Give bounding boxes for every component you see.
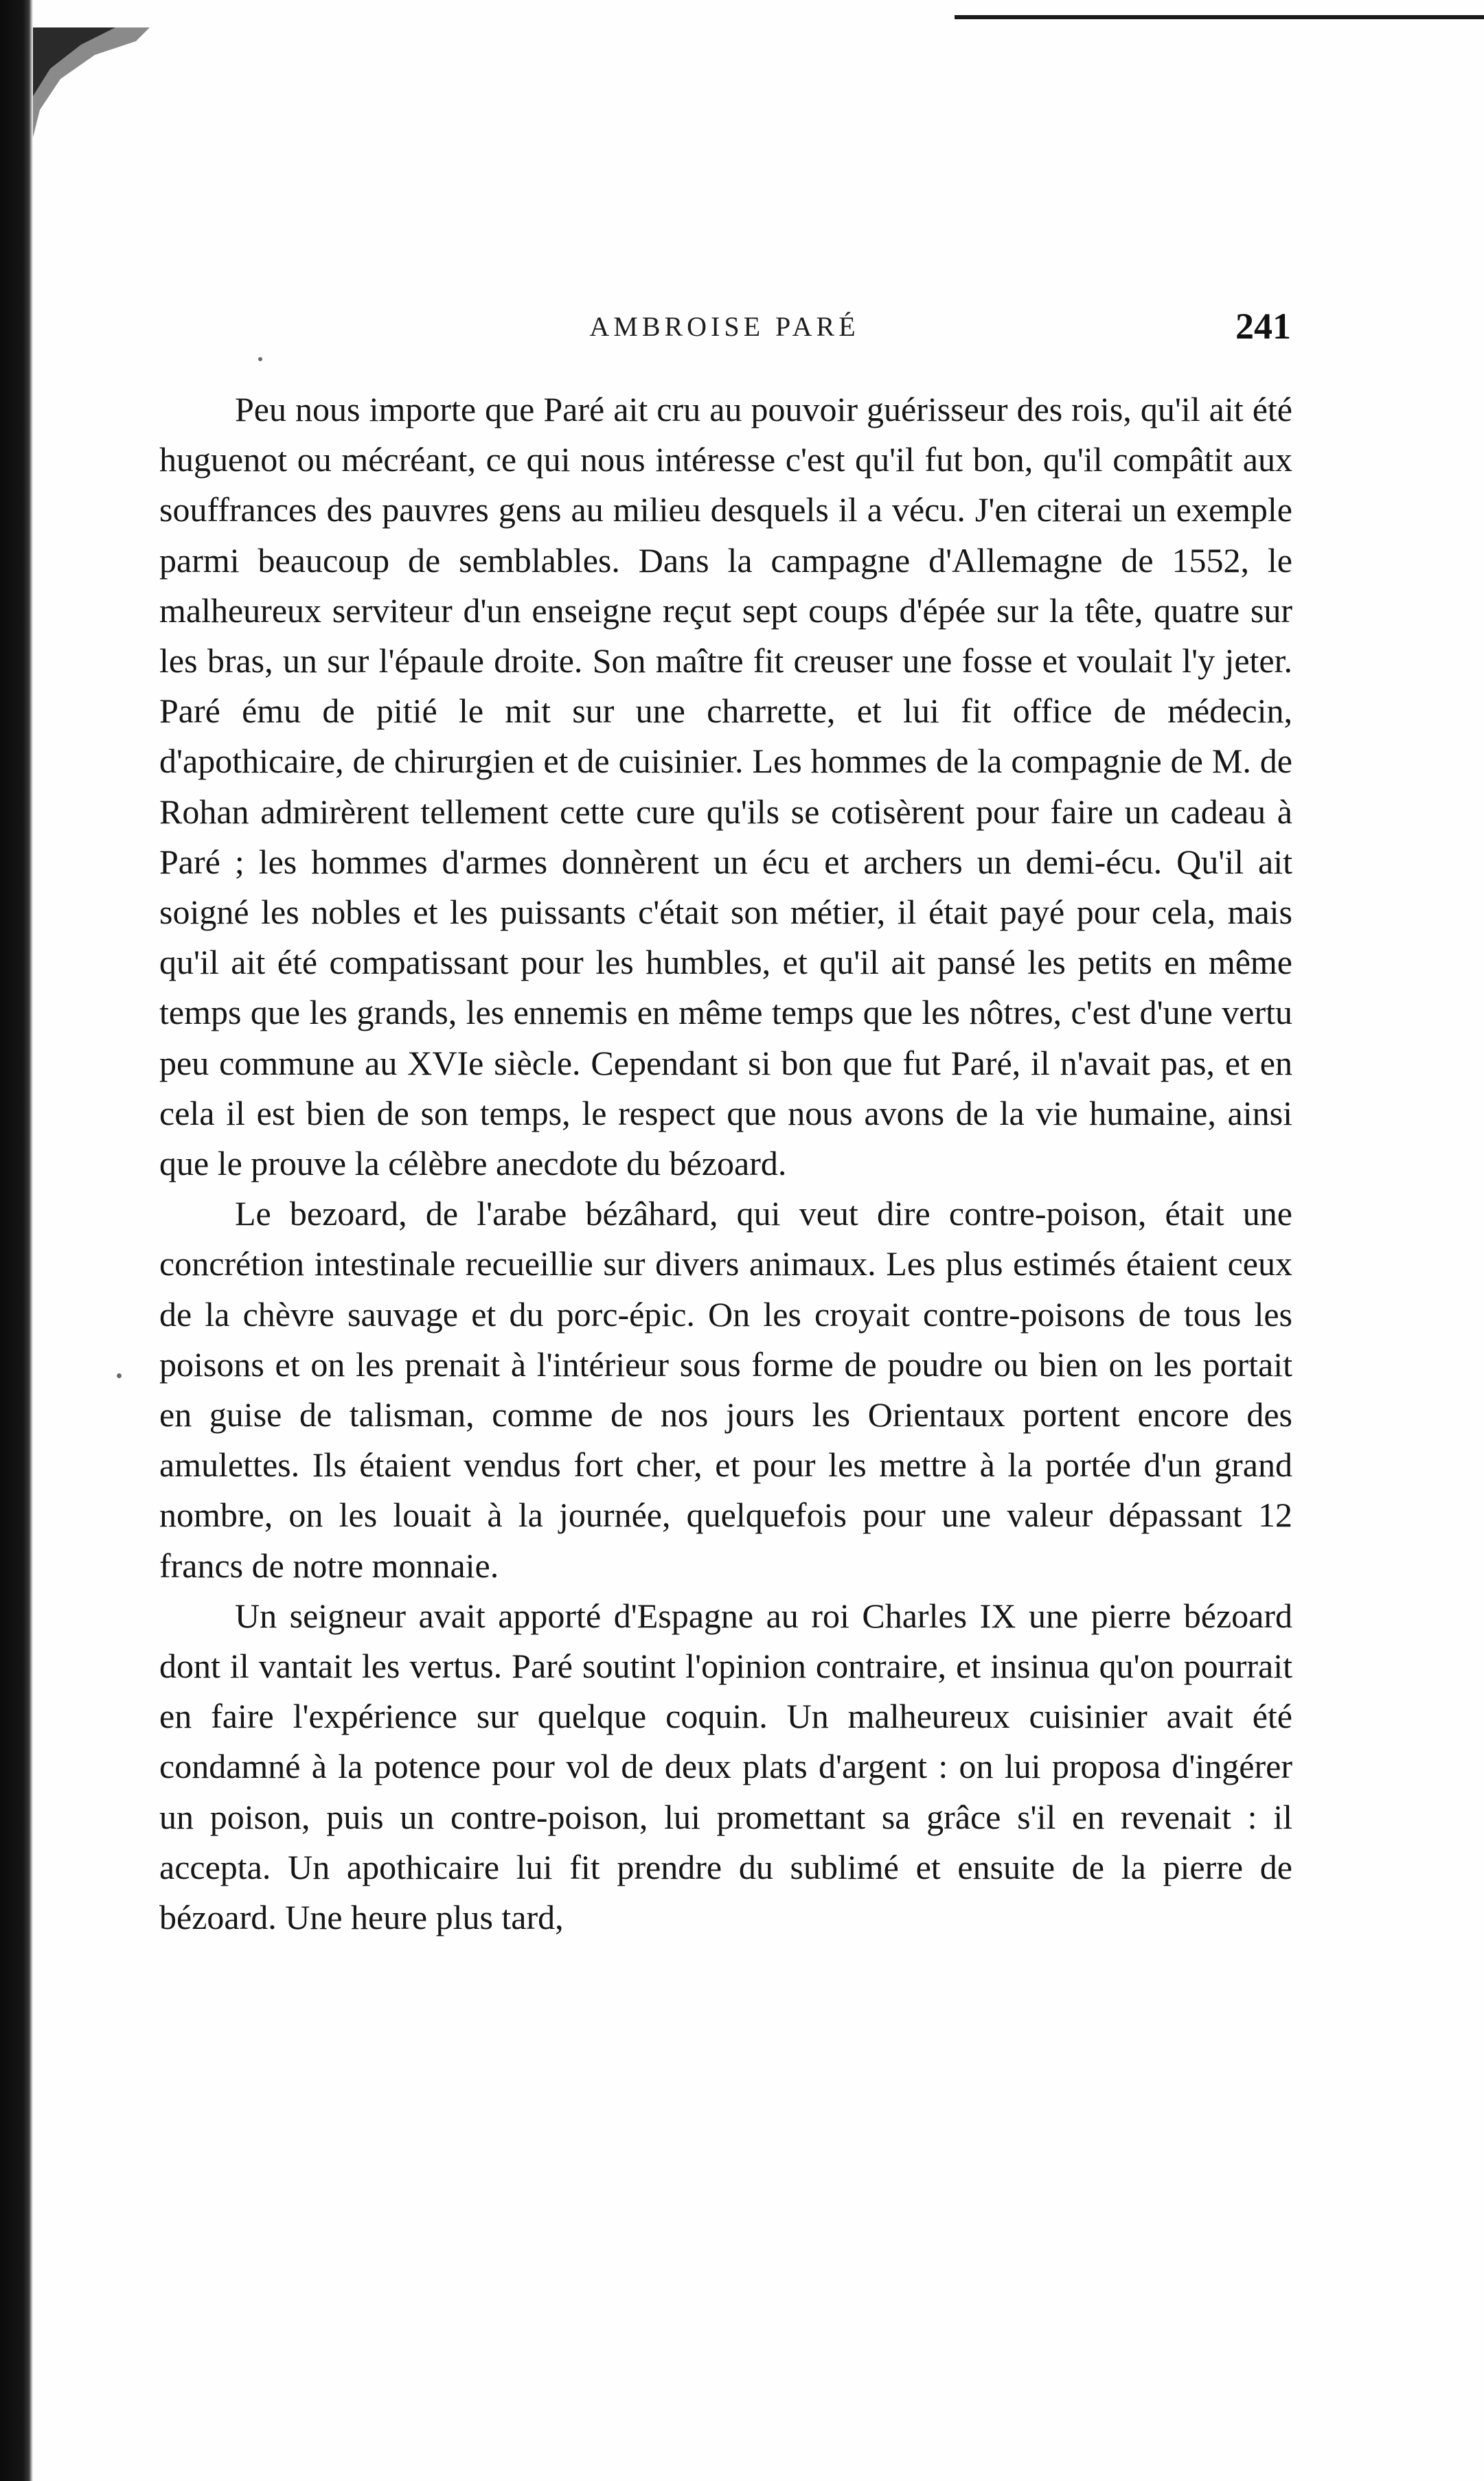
scan-border-top [955, 15, 1484, 19]
page-body [159, 385, 1292, 1943]
running-title: AMBROISE PARÉ [589, 311, 860, 342]
stray-ink-mark [258, 357, 262, 361]
page-number: 241 [1235, 306, 1291, 347]
paragraph-1: Peu nous importe que Paré ait cru au pouvoir guérisseur des rois, qu'il ait été huguenot ou mécréant, ce qui nous intéresse c'est qu'il fut bon, qu'il compâtit aux souffrances des pauvres gens au milieu desquels il a vécu. J'en citerai un exemple parmi beaucoup de semblables. Dans la campagne d'Allemagne de 1552, le malheureux serviteur d'un enseigne reçut sept coups d'épée sur la tête, quatre sur les bras, un sur l'épaule droite. Son maître fit creuser une fosse et voulait l'y jeter. Paré ému de pitié le mit sur une charrette, et lui fit office de médecin, d'apothicaire, de chirurgien et de cuisinier. Les hommes de la compagnie de M. de Rohan admirèrent tellement cette cure qu'ils se cotisèrent pour faire un cadeau à Paré ; les hommes d'armes donnèrent un écu et archers un demi-écu. Qu'il ait soigné les nobles et les puissants c'était son métier, il était payé pour cela, mais qu'il ait été compatissant pour les humbles, et qu'il ait pansé les petits en même temps que les grands, les ennemis en même temps que les nôtres, c'est d'une vertu peu commune au XVIe siècle. Cependant si bon que fut Paré, il n'avait pas, et en cela il est bien de son temps, le respect que nous avons de la vie humaine, ainsi que le prouve la célèbre anecdote du bézoard. [159, 390, 1292, 1183]
stray-ink-mark [117, 1373, 122, 1378]
scan-border-left [0, 0, 33, 2481]
page-header [158, 295, 1291, 371]
paragraph-3: Un seigneur avait apporté d'Espagne au roi Charles IX une pierre bézoard dont il vantait les vertus. Paré soutint l'opinion contraire, et insinua qu'on pourrait en faire l'expérience sur quelque coquin. Un malheureux cuisinier avait été condamné à la potence pour vol de deux plats d'argent : on lui proposa d'ingérer un poison, puis un contre-poison, lui promettant sa grâce s'il en revenait : il accepta. Un apothicaire lui fit prendre du sublimé et ensuite de la pierre de bézoard. Une heure plus tard, [159, 1596, 1292, 1937]
scan-corner-artifact [33, 27, 150, 137]
paragraph-2: Le bezoard, de l'arabe bézâhard, qui veut dire contre-poison, était une concrétion intestinale recueillie sur divers animaux. Les plus estimés étaient ceux de la chèvre sauvage et du porc-épic. On les croyait contre-poisons de tous les poisons et on les prenait à l'intérieur sous forme de poudre ou bien on les portait en guise de talisman, comme de nos jours les Orientaux portent encore des amulettes. Ils étaient vendus fort cher, et pour les mettre à la portée d'un grand nombre, on les louait à la journée, quelquefois pour une valeur dépassant 12 francs de notre monnaie. [159, 1194, 1292, 1585]
